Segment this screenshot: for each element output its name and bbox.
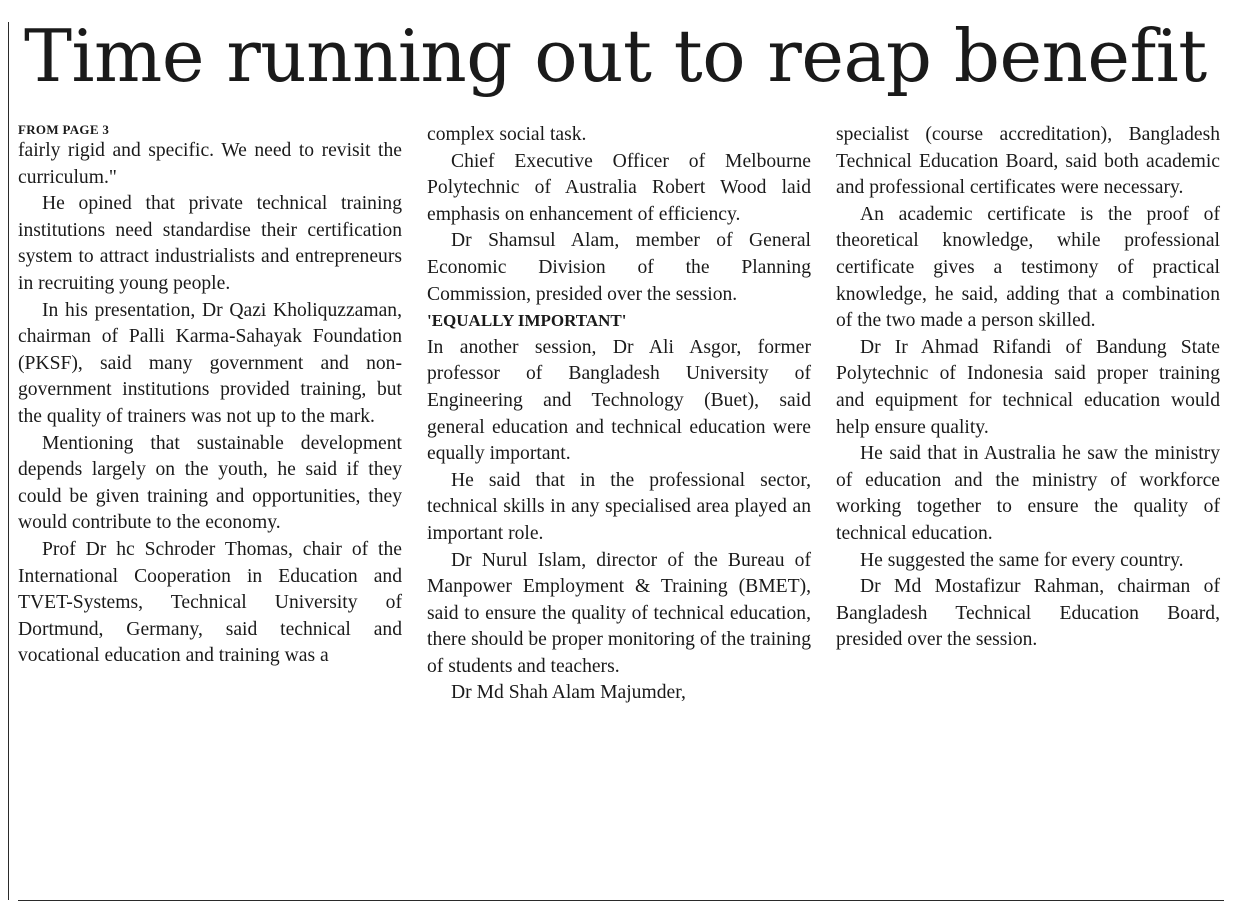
article-column-2 [427, 122, 811, 707]
article-paragraph: Dr Nurul Islam, director of the Bureau of Manpower Employment & Training (BMET), said to ensure the quality of technical education, there should be proper monitoring of the training of students and teachers. [427, 549, 811, 677]
article-paragraph: He opined that private technical training institutions need standardise their certification system to attract industrialists and entrepreneurs in recruiting young people. [18, 193, 402, 294]
article-paragraph: Dr Md Mostafizur Rahman, chairman of Bangladesh Technical Education Board, presided over the session. [836, 576, 1220, 651]
article-paragraph: Prof Dr hc Schroder Thomas, chair of the International Cooperation in Education and TVET-Systems, Technical University of Dortmund, Germany, said technical and vocational education and training was a [18, 538, 402, 667]
article-paragraph: An academic certificate is the proof of theoretical knowledge, while professional certificate gives a testimony of practical knowledge, he said, adding that a combination of the two made a person skilled. [836, 203, 1220, 332]
article-paragraph: specialist (course accreditation), Bangladesh Technical Education Board, said both academic and professional certificates were necessary. [836, 124, 1220, 199]
article-paragraph: Chief Executive Officer of Melbourne Polytechnic of Australia Robert Wood laid emphasis on enhancement of efficiency. [427, 150, 811, 225]
article-paragraph: Dr Ir Ahmad Rifandi of Bandung State Polytechnic of Indonesia said proper training and equipment for technical education would help ensure quality. [836, 336, 1220, 438]
article-column-1 [18, 122, 402, 670]
headline: Time running out to reap benefit [24, 14, 1207, 98]
article-paragraph: In his presentation, Dr Qazi Kholiquzzaman, chairman of Palli Karma-Sahayak Foundation (PKSF), said many government and non-government institutions provided training, but the quality of trainers was not up to the mark. [18, 299, 402, 427]
article-column-3 [836, 122, 1220, 654]
left-column-rule [8, 22, 9, 900]
article-paragraph: He said that in the professional sector, technical skills in any specialised area played an important role. [427, 469, 811, 544]
bottom-rule [18, 900, 1224, 901]
article-paragraph: complex social task. [427, 124, 587, 145]
section-subhead: 'EQUALLY IMPORTANT' [427, 311, 627, 331]
article-paragraph: fairly rigid and specific. We need to revisit the curriculum." [18, 140, 402, 188]
kicker-from-page: FROM PAGE 3 [18, 122, 110, 137]
article-paragraph: In another session, Dr Ali Asgor, former professor of Bangladesh University of Engineering and Technology (Buet), said general education and technical education were equally important. [427, 336, 811, 465]
article-paragraph: Dr Shamsul Alam, member of General Economic Division of the Planning Commission, presided over the session. [427, 230, 811, 305]
article-paragraph: Dr Md Shah Alam Majumder, [451, 682, 686, 704]
article-paragraph: He said that in Australia he saw the ministry of education and the ministry of workforce working together to ensure the quality of technical education. [836, 443, 1220, 544]
article-paragraph: Mentioning that sustainable development depends largely on the youth, he said if they could be given training and opportunities, they would contribute to the economy. [18, 432, 402, 534]
article-paragraph: He suggested the same for every country. [860, 549, 1184, 571]
